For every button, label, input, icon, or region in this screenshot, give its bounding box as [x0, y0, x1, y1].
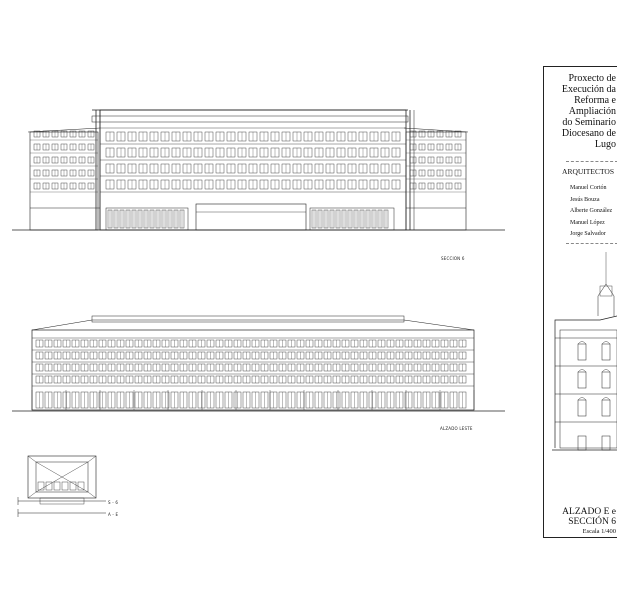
architects-heading: ARQUITECTOS	[562, 167, 614, 176]
architect-name: Manuel Cortón	[570, 185, 607, 191]
section-label: SECCION 6	[441, 256, 465, 261]
architect-name: Manuel López	[570, 219, 605, 226]
sheet-title	[544, 507, 617, 537]
title-line: Execución da	[561, 84, 616, 95]
divider	[566, 243, 617, 244]
divider	[566, 161, 617, 162]
section-6-drawing	[12, 110, 505, 230]
key-plan-label-ae: A - E	[108, 512, 119, 517]
key-plan	[18, 456, 106, 517]
sheet-title-line: ALZADO E e	[562, 507, 616, 517]
title-line: do Seminario	[562, 117, 616, 128]
project-title	[544, 73, 617, 150]
architect-name: Jesús Bouza	[570, 196, 600, 203]
title-block	[543, 66, 617, 538]
architect-name: Alberte González	[570, 208, 613, 214]
sheet-title-line: SECCIÓN 6	[568, 517, 616, 527]
title-line: Lugo	[594, 139, 616, 150]
scale-label: Escala 1/400	[582, 528, 616, 535]
architects-list	[544, 183, 617, 241]
key-plan-label-s6: S - 6	[108, 500, 119, 505]
title-line: Reforma e	[574, 95, 616, 106]
elevation-label: ALZADO LESTE	[440, 426, 473, 431]
title-line: Diocesano de	[561, 128, 616, 139]
title-line: Proxecto de	[568, 73, 616, 84]
east-elevation-drawing	[12, 316, 505, 411]
title-line: Ampliación	[568, 106, 616, 117]
architect-name: Jorge Salvador	[570, 231, 606, 237]
